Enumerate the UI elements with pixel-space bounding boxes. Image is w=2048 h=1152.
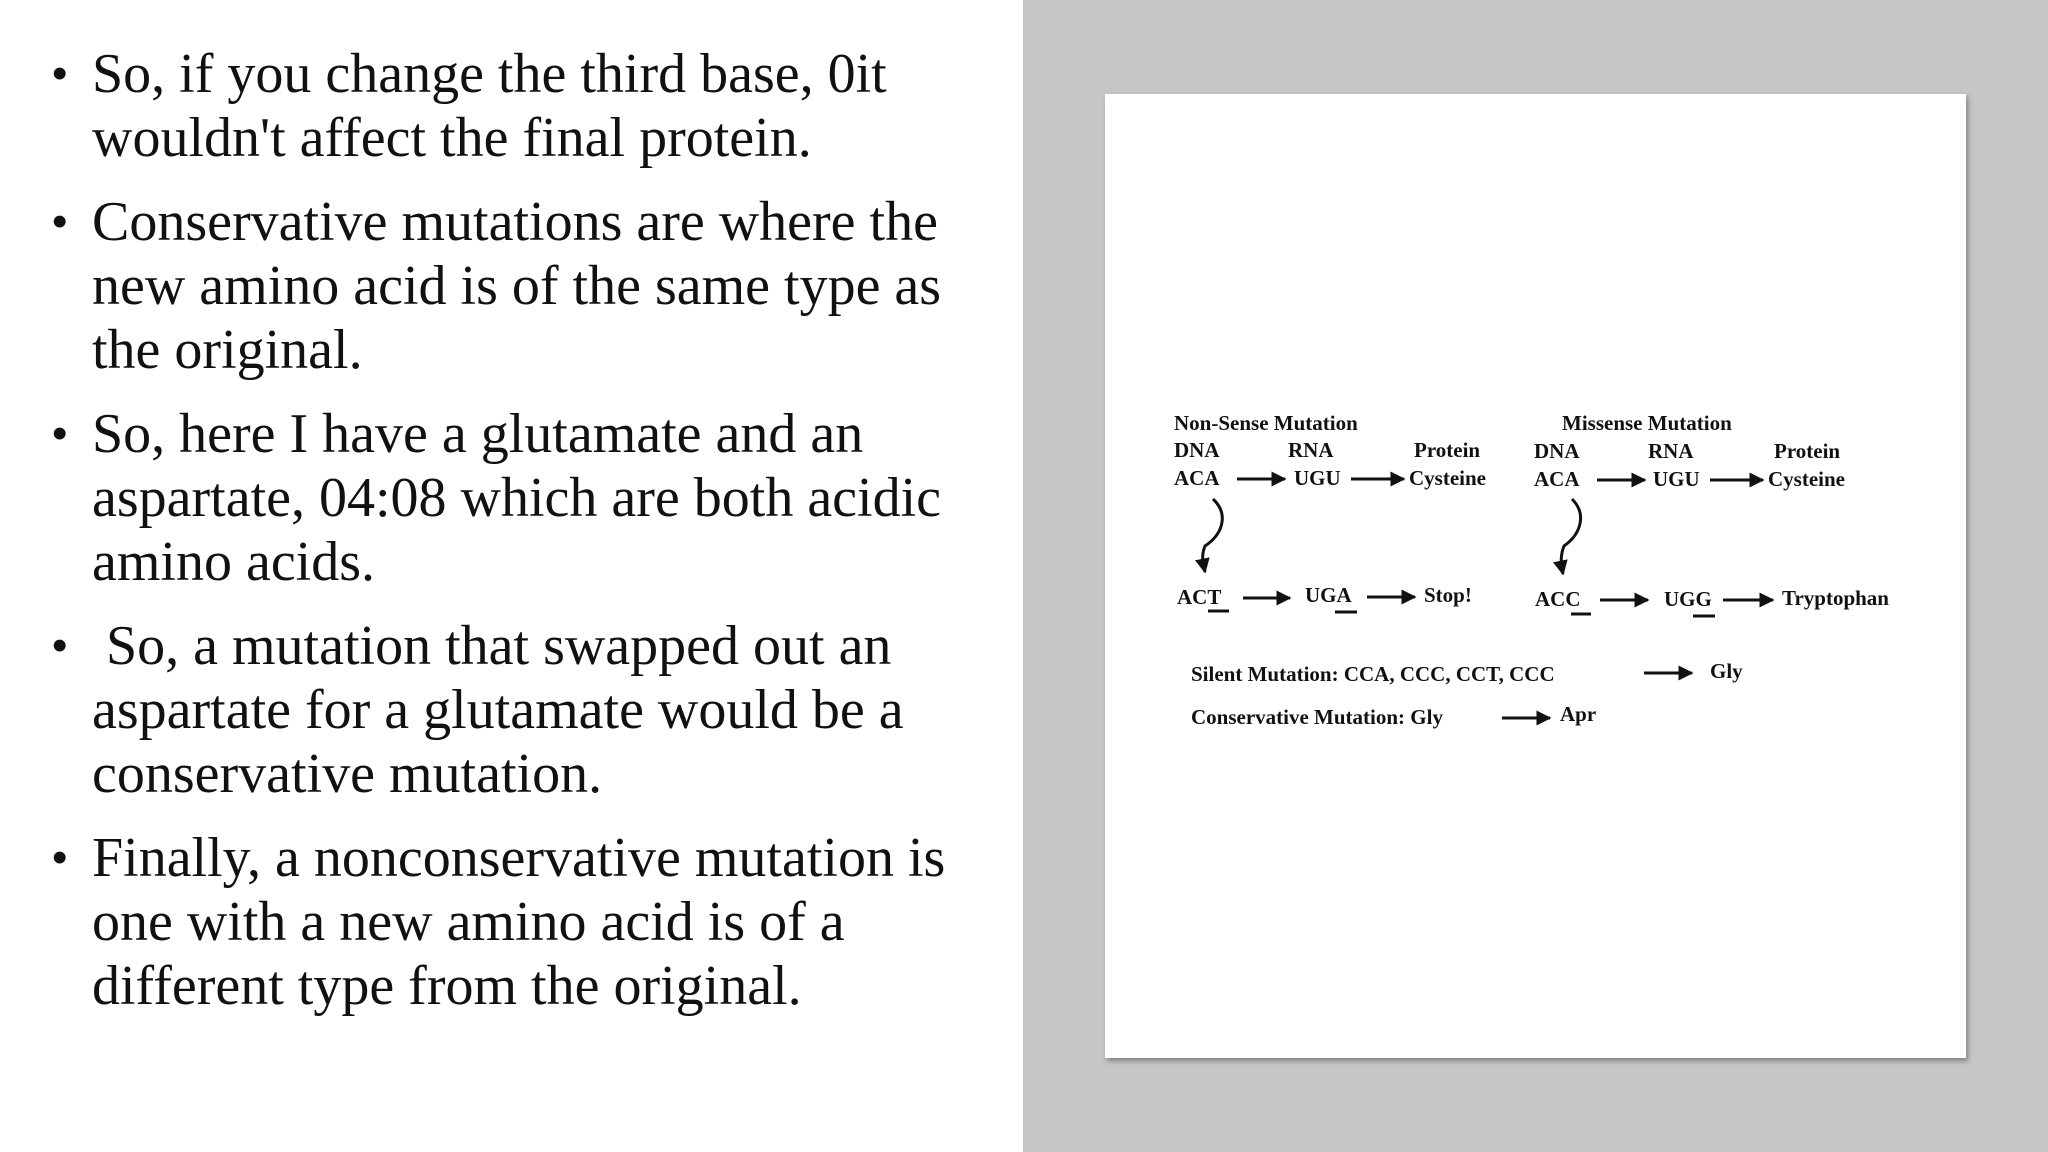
- mutation-diagram-image: [1105, 94, 1966, 1058]
- bullet-item: [52, 402, 1012, 594]
- bullet-icon: •: [52, 197, 68, 246]
- nonsense-dna: ACA: [1174, 466, 1220, 490]
- nonsense-rna-header: RNA: [1288, 438, 1334, 462]
- mutation-diagram: [1105, 94, 1966, 1058]
- missense-title: Missense Mutation: [1562, 411, 1732, 435]
- nonsense-mutant-rna: UGA: [1305, 583, 1352, 607]
- bullet-item: [52, 826, 1012, 1018]
- missense-dna: ACA: [1534, 467, 1580, 491]
- bullet-text: Finally, a nonconservative mutation is one with a new amino acid is of a different type from the original.: [92, 827, 960, 1017]
- nonsense-mutant-protein: Stop!: [1424, 583, 1472, 607]
- curved-arrow-icon: [1561, 499, 1580, 574]
- bullet-icon: •: [52, 49, 68, 98]
- bullet-text: So, here I have a glutamate and an aspartate, 04:08 which are both acidic amino acids.: [92, 403, 955, 593]
- bullet-item: [52, 190, 1012, 382]
- bullet-icon: •: [52, 833, 68, 882]
- missense-protein: Cysteine: [1768, 467, 1845, 491]
- nonsense-protein-header: Protein: [1414, 438, 1481, 462]
- bullet-text: So, if you change the third base, 0it wouldn't affect the final protein.: [92, 43, 901, 169]
- bullet-text: So, a mutation that swapped out an aspartate for a glutamate would be a conservative mutation.: [92, 615, 918, 805]
- missense-mutant-rna: UGG: [1664, 587, 1712, 611]
- nonsense-dna-header: DNA: [1174, 438, 1220, 462]
- bullet-list: [52, 42, 1012, 1038]
- curved-arrow-icon: [1203, 499, 1223, 572]
- bullet-text: Conservative mutations are where the new amino acid is of the same type as the original.: [92, 191, 956, 381]
- bullet-icon: •: [52, 409, 68, 458]
- missense-mutant-dna: ACC: [1535, 587, 1581, 611]
- bullet-item: [52, 42, 1012, 170]
- silent-mutation-result: Gly: [1710, 659, 1743, 683]
- nonsense-protein: Cysteine: [1409, 466, 1486, 490]
- nonsense-title: Non-Sense Mutation: [1174, 411, 1358, 435]
- conservative-mutation-result: Apr: [1560, 702, 1597, 726]
- missense-mutant-protein: Tryptophan: [1782, 586, 1889, 610]
- text-panel: [0, 0, 1023, 1152]
- missense-dna-header: DNA: [1534, 439, 1580, 463]
- bullet-item: [52, 614, 1012, 806]
- nonsense-mutant-dna: ACT: [1177, 585, 1222, 609]
- missense-rna: UGU: [1653, 467, 1700, 491]
- nonsense-rna: UGU: [1294, 466, 1341, 490]
- conservative-mutation-label: Conservative Mutation: Gly: [1191, 705, 1443, 729]
- silent-mutation-label: Silent Mutation: CCA, CCC, CCT, CCC: [1191, 662, 1555, 686]
- missense-rna-header: RNA: [1648, 439, 1694, 463]
- missense-protein-header: Protein: [1774, 439, 1841, 463]
- bullet-icon: •: [52, 621, 68, 670]
